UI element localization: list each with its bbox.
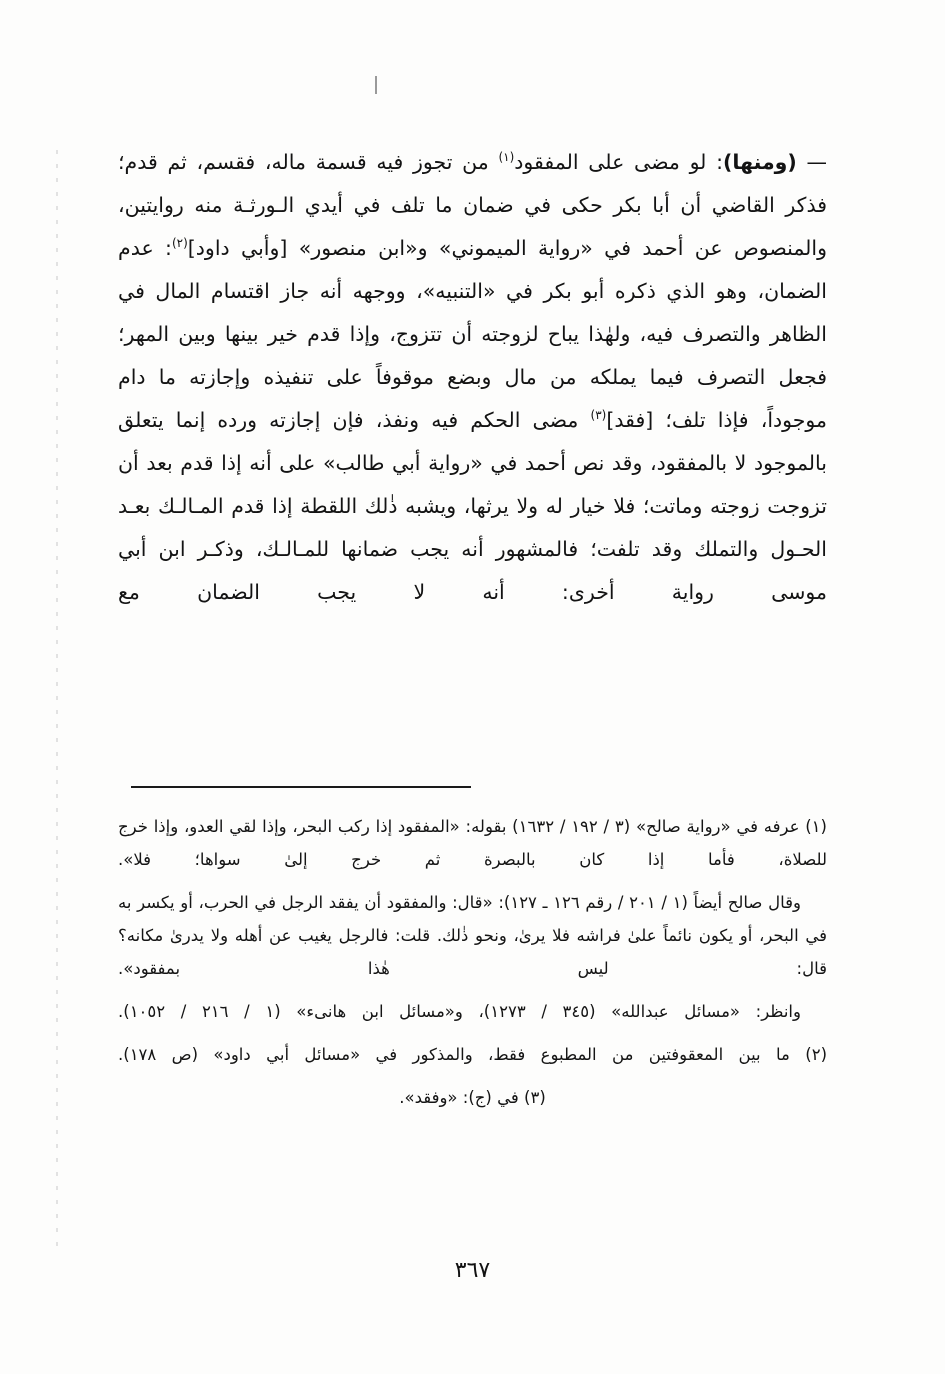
main-text-block [118, 120, 827, 634]
footnote-3: (٣) في (ج): «وفقد». [399, 1088, 546, 1107]
top-registration-tick [375, 76, 377, 94]
body-paragraph: ‏—‏ (ومنها): لو مضى على المفقود$^{(١)}$ من تجوز فيه قسمة ماله، فقسم، ثم قدم؛ فذكر القاضي أن أبا بكر حكى في ضمان ما تلف في أيدي الـورثـة منه روايتين، والمنصوص عن أحمد في «رواية الميموني» و«ابن منصور» [وأبي داود]$^{(٢)}$: عدم الضمان، وهو الذي ذكره أبو بكر في «التنبيه»، ووجهه أنه جاز اقتسام المال في الظاهر والتصرف فيه، ولهٰذا يباح لزوجته أن تتزوج، وإذا قدم خير بينها وبين المهر؛ فجعل التصرف فيما يملكه من مال وبضع موقوفاً على تنفيذه وإجازته ما دام موجوداً، فإذا تلف؛ [فقد]$^{(٣)}$ مضى الحكم فيه ونفذ، فإن إجازته ورده إنما يتعلق بالموجود لا بالمفقود، وقد نص أحمد في «رواية أبي طالب» على أنه إذا قدم بعد أن تزوجت زوجته وماتت؛ فلا خيار له ولا يرثها، ويشبه ذٰلك اللقطة إذا قدم المـالـك بعـد الحـول والتملك وقد تلفت؛ فالمشهور أنه يجب ضمانها للمـالـك، وذكـر ابن أبي موسى رواية أخرى: أنه لا يجب الضمان مع [118, 149, 828, 604]
footnote-separator-rule [131, 786, 471, 788]
footnote-2: (٢) ما بين المعقوفتين من المطبوع فقط، والمذكور في «مسائل أبي داود» (ص ١٧٨). [118, 1045, 827, 1064]
page-number: ٣٦٧ [454, 1258, 491, 1283]
footnotes-block [118, 810, 827, 1124]
footnote-1-references: وانظر: «مسائل عبدالله» (٣٤٥ / ١٢٧٣)، و«مسائل ابن هانىء» (١ / ٢١٦ / ١٠٥٢). [118, 1002, 801, 1021]
footnote-1: (١) عرفه في «رواية صالح» (٣ / ١٩٢ / ١٦٣٢) بقوله: «المفقود إذا ركب البحر، وإذا لقي العدو، وإذا خرج للصلاة، فأما إذا كان بالبصرة ثم خرج إلىٰ سواها؛ فلا». [118, 817, 827, 869]
footnote-1-continued: وقال صالح أيضاً (١ / ٢٠١ / رقم ١٢٦ ـ ١٢٧): «قال: والمفقود أن يفقد الرجل في الحرب، أو يكسر به في البحر، أو يكون نائماً علىٰ فراشه فلا يرىٰ، ونحو ذٰلك. قلت: فالرجل يغيب عن أهله ولا يدرىٰ مكانه؟ قال: ليس هٰذا بمفقود». [118, 893, 827, 978]
spine-speckle [56, 150, 58, 1250]
